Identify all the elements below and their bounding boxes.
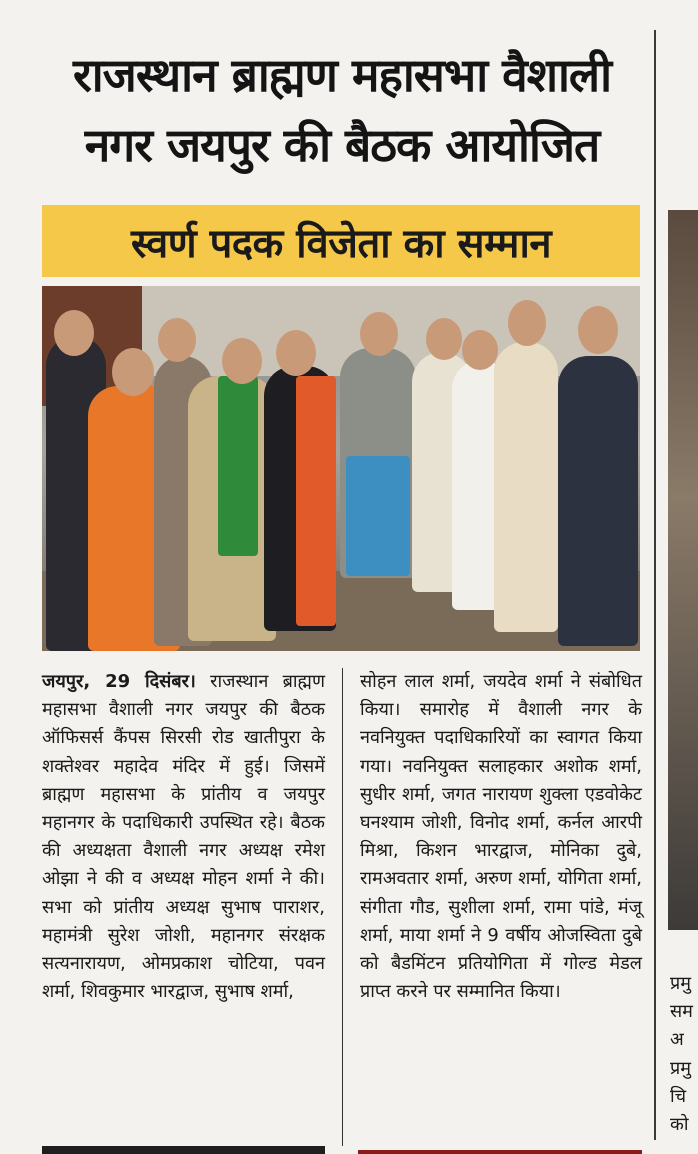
person-2-head [112,348,154,396]
person-4-head [222,338,262,384]
subheadline-band [42,205,640,277]
headline-line-1: राजस्थान ब्राह्मण महासभा वैशाली [72,48,612,102]
person-6-trousers [346,456,410,576]
person-10 [558,356,638,646]
adjacent-text [670,970,698,1139]
person-5-head [276,330,316,376]
adjacent-fragment: को [670,1114,689,1136]
next-article-bar-right [358,1150,642,1154]
page-column-rule [654,30,656,1140]
headline [42,40,642,180]
person-1-head [54,310,94,356]
article-column-right [360,668,642,1006]
article-text-left: राजस्थान ब्राह्मण महासभा वैशाली नगर जयपुर की बैठक ऑफिसर्स कैंपस सिरसी रोड खातीपुरा के शक्तेश्वर महादेव मंदिर में हुई। जिसमें ब्राह्मण महासभा के प्रांतीय व जयपुर महानगर के पदाधिकारी उपस्थित रहे। बैठक की अध्यक्षता वैशाली नगर अध्यक्ष रमेश ओझा ने की व अध्यक्ष मोहन शर्मा ने की। सभा को प्रांतीय अध्यक्ष सुभाष पाराशर, महामंत्री सुरेश जोशी, महानगर संरक्षक सत्यनारायण, ओमप्रकाश चोटिया, पवन शर्मा, शिवकुमार भारद्वाज, सुभाष शर्मा, [42,671,325,1003]
adjacent-photo [668,210,698,930]
adjacent-article-clip [668,30,698,1154]
dateline: जयपुर, 29 दिसंबर। [42,671,196,692]
person-9 [494,342,558,632]
adjacent-fragment: प्रमु [670,1057,692,1079]
adjacent-fragment: सम [670,1001,693,1023]
person-7-head [426,318,462,360]
article-column-left [42,668,325,1006]
subheadline: स्वर्ण पदक विजेता का सम्मान [130,220,552,267]
person-5-saree [296,376,336,626]
person-6-head [360,312,398,356]
article-text-right: सोहन लाल शर्मा, जयदेव शर्मा ने संबोधित किया। समारोह में वैशाली नगर के नवनियुक्त पदाधिकारियों का स्वागत किया गया। नवनियुक्त सलाहकार अशोक शर्मा, सुधीर शर्मा, जगत नारायण शुक्ला एडवोकेट घनश्याम जोशी, विनोद शर्मा, कर्नल आरपी मिश्रा, किशन भारद्वाज, मोनिका दुबे, रामअवतार शर्मा, अरुण शर्मा, योगिता शर्मा, संगीता गौड, सुशीला शर्मा, रामा पांडे, मंजू शर्मा, माया शर्मा ने 9 वर्षीय ओजस्विता दुबे को बैडमिंटन प्रतियोगिता में गोल्ड मेडल प्राप्त करने पर सम्मानित किया। [360,671,642,1003]
group-photo [42,286,640,651]
column-divider [342,668,343,1146]
adjacent-fragment: अ [670,1029,684,1051]
person-4-stole [218,376,258,556]
previous-article-strip [60,0,698,8]
adjacent-fragment: प्रमु [670,973,692,994]
person-10-head [578,306,618,354]
person-3-head [158,318,196,362]
person-9-head [508,300,546,346]
next-article-bar-left [42,1146,325,1154]
adjacent-fragment: चि [670,1085,687,1107]
person-8-head [462,330,498,370]
headline-line-2: नगर जयपुर की बैठक आयोजित [84,118,600,172]
